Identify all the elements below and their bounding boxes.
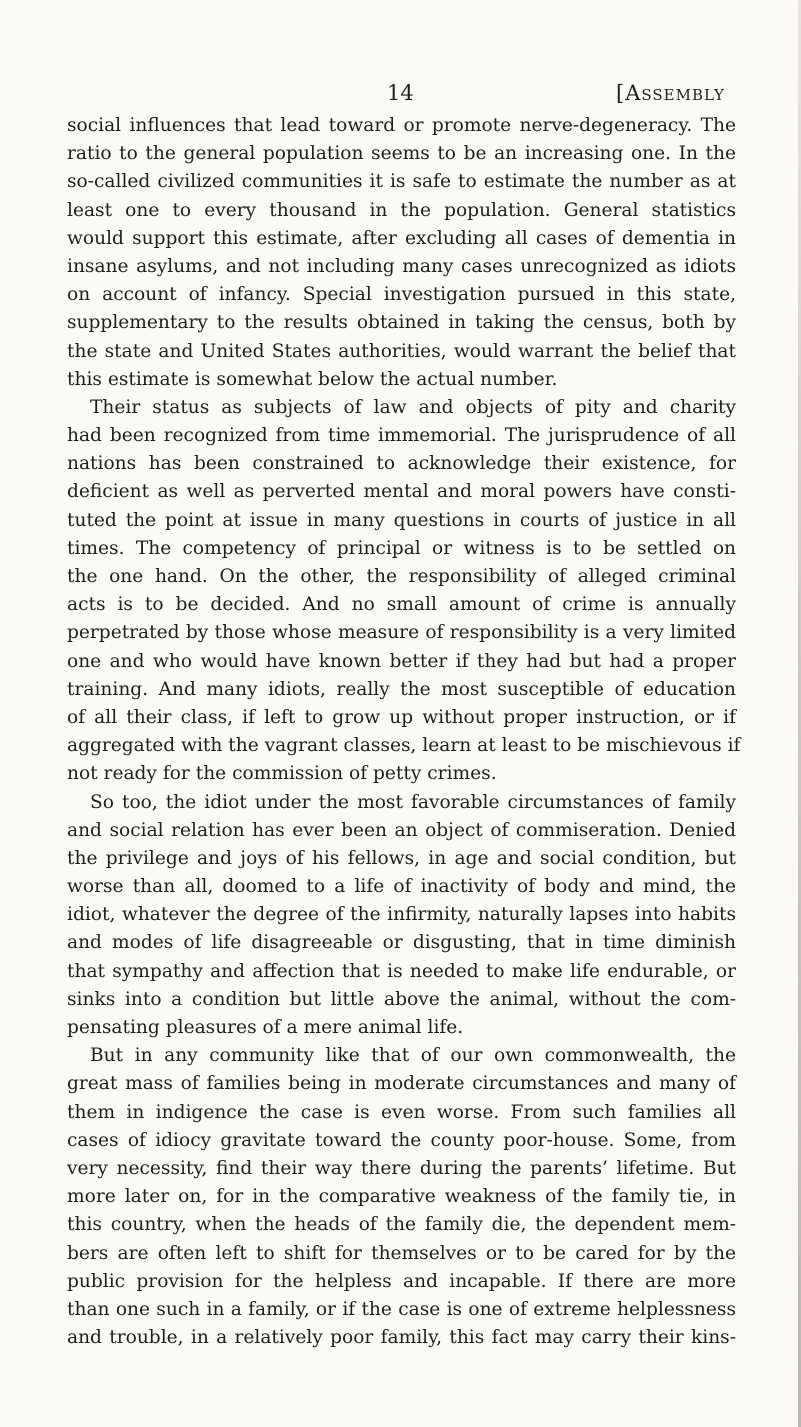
text-line: sinks into a condition but little above the animal, without the com- xyxy=(67,988,736,1010)
text-line: them in indigence the case is even worse. From such families all xyxy=(67,1101,736,1123)
text-line: the state and United States authorities, would warrant the belief that xyxy=(67,340,736,362)
text-line: very necessity, find their way there during the parents’ lifetime. But xyxy=(67,1157,736,1179)
text-line: training. And many idiots, really the most susceptible of education xyxy=(67,678,736,700)
text-line: acts is to be decided. And no small amount of crime is annually xyxy=(67,594,736,616)
text-line: the privilege and joys of his fellows, in age and social condition, but xyxy=(67,847,736,869)
body-text xyxy=(67,112,741,1352)
text-line: supplementary to the results obtained in taking the census, both by xyxy=(67,312,736,334)
text-line: insane asylums, and not including many cases unrecognized as idiots xyxy=(67,255,736,277)
page-header xyxy=(0,76,801,110)
text-line: than one such in a family, or if the case is one of extreme helplessness xyxy=(67,1298,736,1320)
running-head: [Assembly xyxy=(616,81,725,105)
text-line: and trouble, in a relatively poor family, this fact may carry their kins- xyxy=(67,1327,736,1349)
text-line: and modes of life disagreeable or disgusting, that in time diminish xyxy=(67,932,736,954)
text-line: this estimate is somewhat below the actual number. xyxy=(67,368,558,390)
text-line: perpetrated by those whose measure of responsibility is a very limited xyxy=(67,622,736,644)
text-line: ratio to the general population seems to be an increasing one. In the xyxy=(67,143,736,165)
text-line: nations has been constrained to acknowledge their existence, for xyxy=(67,453,736,475)
text-line: deficient as well as perverted mental and moral powers have consti- xyxy=(67,481,736,503)
text-line: pensating pleasures of a mere animal life. xyxy=(67,1017,464,1038)
text-line: times. The competency of principal or witness is to be settled on xyxy=(67,537,736,559)
text-line: had been recognized from time immemorial. The jurisprudence of all xyxy=(67,425,736,447)
text-line: of all their class, if left to grow up without proper instruction, or if xyxy=(67,706,736,728)
text-line: would support this estimate, after excluding all cases of dementia in xyxy=(67,227,736,249)
text-line: not ready for the commission of petty crimes. xyxy=(67,763,497,785)
text-line: least one to every thousand in the population. General statistics xyxy=(67,199,736,221)
text-line: idiot, whatever the degree of the infirmity, naturally lapses into habits xyxy=(67,904,736,926)
page-number: 14 xyxy=(387,81,414,105)
text-line: bers are often left to shift for themselves or to be cared for by the xyxy=(67,1242,736,1264)
text-line: the one hand. On the other, the responsibility of alleged criminal xyxy=(67,566,736,587)
text-line: so-called civilized communities it is safe to estimate the number as at xyxy=(67,171,736,193)
text-line: this country, when the heads of the family die, the dependent mem- xyxy=(67,1214,736,1236)
text-line: one and who would have known better if they had but had a proper xyxy=(67,650,736,672)
text-line: tuted the point at issue in many questions in courts of justice in all xyxy=(67,509,736,531)
text-line: great mass of families being in moderate circumstances and many of xyxy=(67,1073,736,1095)
text-line: on account of infancy. Special investigation pursued in this state, xyxy=(67,284,736,306)
text-line: Their status as subjects of law and objects of pity and charity xyxy=(90,396,736,418)
text-line: So too, the idiot under the most favorable circumstances of family xyxy=(90,791,736,813)
text-line: But in any community like that of our own commonwealth, the xyxy=(90,1045,736,1067)
text-line: more later on, for in the comparative weakness of the family tie, in xyxy=(67,1186,736,1208)
text-line: that sympathy and affection that is needed to make life endurable, or xyxy=(67,960,736,982)
text-line: aggregated with the vagrant classes, learn at least to be mischievous if xyxy=(67,735,741,757)
text-line: worse than all, doomed to a life of inactivity of body and mind, the xyxy=(67,876,736,898)
text-line: cases of idiocy gravitate toward the county poor-house. Some, from xyxy=(67,1129,736,1151)
text-line: and social relation has ever been an object of commiseration. Denied xyxy=(67,819,736,841)
text-line: public provision for the helpless and incapable. If there are more xyxy=(67,1270,736,1292)
text-line: social influences that lead toward or promote nerve-degeneracy. The xyxy=(67,115,736,136)
